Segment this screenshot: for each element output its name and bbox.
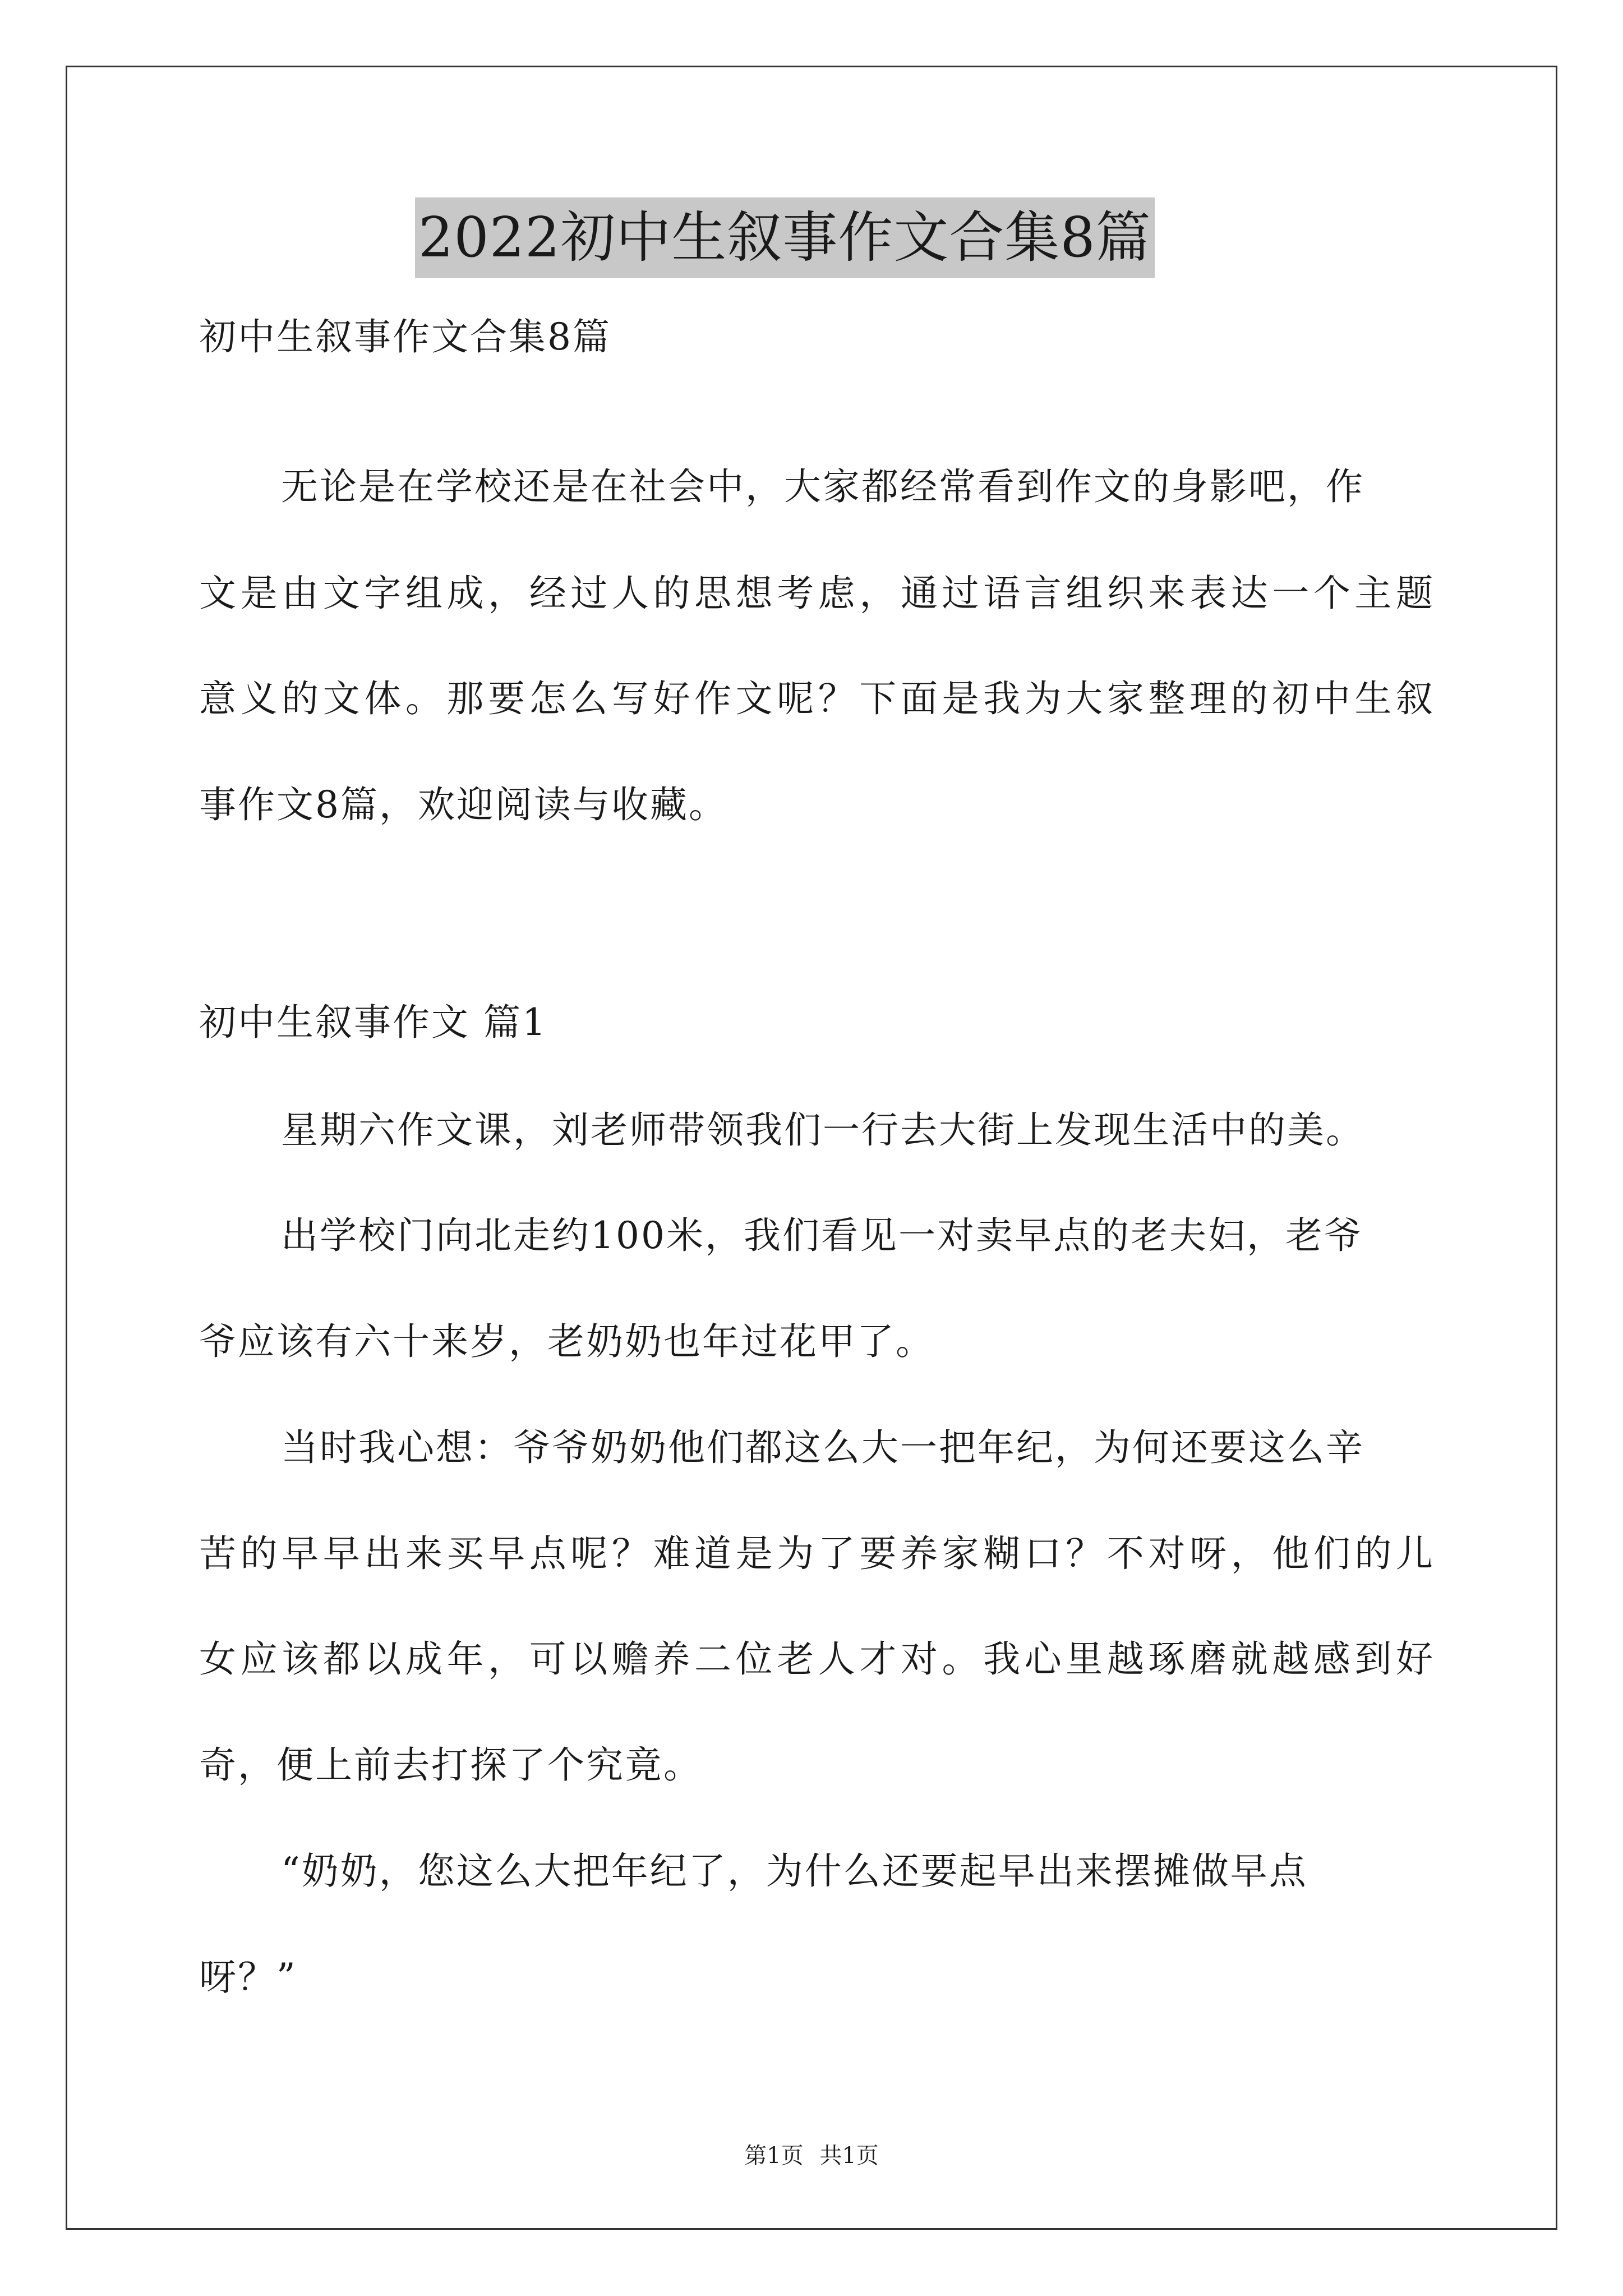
body-line: 当时我心想：爷爷奶奶他们都这么大一把年纪，为何还要这么辛 xyxy=(281,1426,1364,1469)
intro-line: 意义的文体。那要怎么写好作文呢？下面是我为大家整理的初中生叙 xyxy=(199,677,1433,720)
body-line: 奇，便上前去打探了个究竟。 xyxy=(199,1743,702,1787)
title-highlight xyxy=(415,197,1155,278)
body-line: 出学校门向北走约100米，我们看见一对卖早点的老夫妇，老爷 xyxy=(281,1214,1363,1257)
body-line: “奶奶，您这么大把年纪了，为什么还要起早出来摆摊做早点 xyxy=(281,1849,1308,1893)
body-line: 苦的早早出来买早点呢？难道是为了要养家糊口？不对呀，他们的儿 xyxy=(199,1532,1433,1575)
body-line: 呀？” xyxy=(199,1955,297,1999)
document-subtitle: 初中生叙事作文合集8篇 xyxy=(199,315,611,358)
page-number: 第1页 xyxy=(744,2143,804,2169)
intro-line: 事作文8篇，欢迎阅读与收藏。 xyxy=(199,783,727,826)
section-heading: 初中生叙事作文 篇1 xyxy=(199,1001,547,1044)
body-line: 爷应该有六十来岁，老奶奶也年过花甲了。 xyxy=(199,1320,934,1363)
page-footer xyxy=(0,2138,1623,2170)
document-title: 2022初中生叙事作文合集8篇 xyxy=(418,206,1151,270)
body-line: 女应该都以成年，可以赡养二位老人才对。我心里越琢磨就越感到好 xyxy=(199,1637,1433,1681)
body-line: 星期六作文课，刘老师带领我们一行去大街上发现生活中的美。 xyxy=(281,1108,1364,1152)
intro-line: 无论是在学校还是在社会中，大家都经常看到作文的身影吧，作 xyxy=(281,465,1364,508)
intro-line: 文是由文字组成，经过人的思想考虑，通过语言组织来表达一个主题 xyxy=(199,572,1433,615)
page-total: 共1页 xyxy=(819,2143,879,2169)
